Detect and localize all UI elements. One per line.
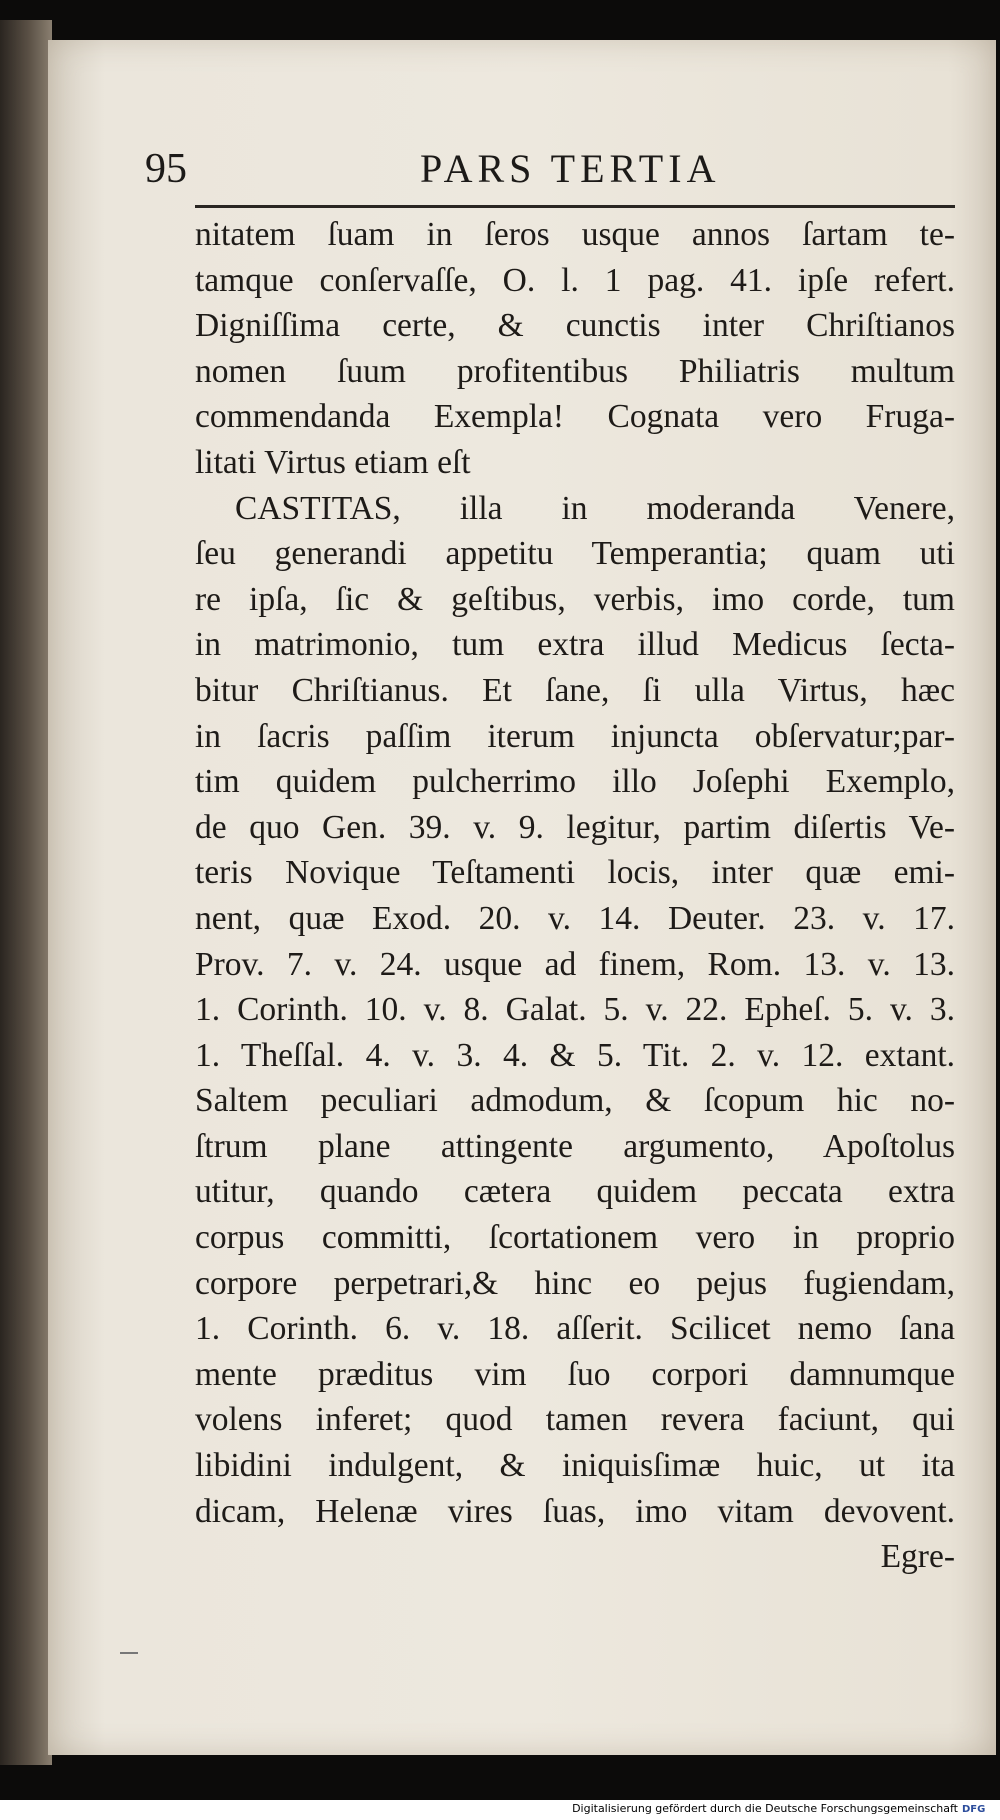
text-line: teris Novique Teſtamenti locis, inter quæ emi- — [195, 854, 955, 892]
page-number: 95 — [145, 146, 187, 192]
text-line: 1. Corinth. 6. v. 18. aſſerit. Scilicet nemo ſana — [195, 1310, 955, 1348]
page-header — [145, 145, 945, 201]
catchword: Egre- — [880, 1538, 955, 1576]
text-line: mente præditus vim ſuo corpori damnumque — [195, 1355, 955, 1393]
text-line: nomen ſuum profitentibus Philiatris multum — [195, 352, 955, 390]
text-line: tamque conſervaſſe, O. l. 1 pag. 41. ipſe refert. — [195, 261, 955, 299]
text-line: in ſacris paſſim iterum injuncta obſervatur;par- — [195, 717, 955, 755]
text-line: Saltem peculiari admodum, & ſcopum hic no- — [195, 1082, 955, 1120]
text-line: volens inferet; quod tamen revera faciunt, qui — [195, 1401, 955, 1439]
text-line: commendanda Exempla! Cognata vero Fruga- — [195, 398, 955, 436]
text-line: de quo Gen. 39. v. 9. legitur, partim diſertis Ve- — [195, 808, 955, 846]
text-line: re ipſa, ſic & geſtibus, verbis, imo corde, tum — [195, 580, 955, 618]
text-line: in matrimonio, tum extra illud Medicus ſecta- — [195, 626, 955, 664]
text-line: Prov. 7. v. 24. usque ad finem, Rom. 13. v. 13. — [195, 945, 955, 983]
text-line: ſeu generandi appetitu Temperantia; quam uti — [195, 535, 955, 573]
text-line: corpore perpetrari,& hinc eo pejus fugiendam, — [195, 1264, 955, 1302]
text-line: tim quidem pulcherrimo illo Joſephi Exemplo, — [195, 763, 955, 801]
text-line: 1. Corinth. 10. v. 8. Galat. 5. v. 22. Epheſ. 5. v. 3. — [195, 991, 955, 1029]
header-rule — [195, 205, 955, 208]
text-line: nent, quæ Exod. 20. v. 14. Deuter. 23. v. 17. — [195, 899, 955, 937]
text-line: nitatem ſuam in ſeros usque annos ſartam te- — [195, 216, 955, 253]
text-line: corpus committi, ſcortationem vero in proprio — [195, 1219, 955, 1257]
text-line: bitur Chriſtianus. Et ſane, ſi ulla Virtus, hæc — [195, 671, 955, 709]
text-line: Digniſſima certe, & cunctis inter Chriſtianos — [195, 307, 955, 345]
text-line: libidini indulgent, & iniquisſimæ huic, ut ita — [195, 1447, 955, 1485]
text-line: dicam, Helenæ vires ſuas, imo vitam devovent. — [195, 1492, 955, 1530]
text-line: ſtrum plane attingente argumento, Apoſtolus — [195, 1127, 955, 1165]
running-head: PARS TERTIA — [420, 146, 721, 191]
text-line: utitur, quando cætera quidem peccata extra — [195, 1173, 955, 1211]
book-spine — [0, 20, 52, 1765]
margin-mark — [120, 1652, 138, 1654]
dfg-logo-icon: DFG — [962, 1804, 986, 1815]
body-text — [195, 212, 955, 1580]
text-line: 1. Theſſal. 4. v. 3. 4. & 5. Tit. 2. v. 12. extant. — [195, 1036, 955, 1074]
text-line: CASTITAS, illa in moderanda Venere, — [235, 489, 955, 527]
text-line: litati Virtus etiam eſt — [195, 443, 471, 481]
digitization-credit: Digitalisierung gefördert durch die Deutsche Forschungsgemeinschaft — [572, 1802, 958, 1815]
